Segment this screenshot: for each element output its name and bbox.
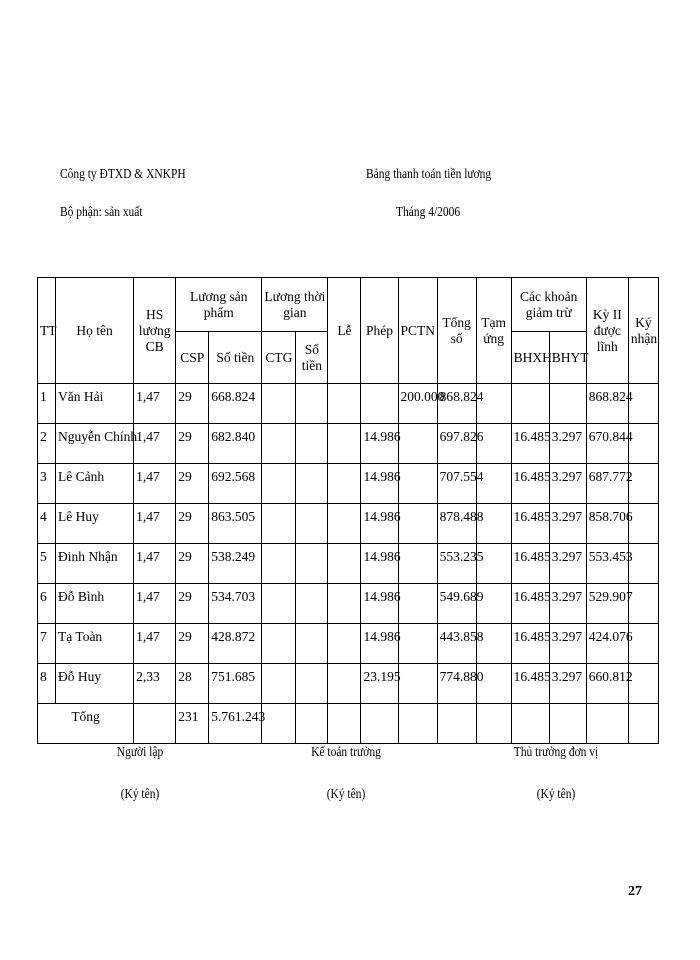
cell-total: 878.488 <box>437 504 476 544</box>
cell-ctg <box>262 664 296 704</box>
cell-amount: 534.703 <box>209 584 262 624</box>
total-empty-cell <box>328 704 361 744</box>
cell-leave: 14.986 <box>361 584 398 624</box>
page-number: 27 <box>628 884 642 899</box>
total-empty-cell <box>296 704 328 744</box>
cell-bhxh: 16.485 <box>511 424 549 464</box>
cell-holiday <box>328 664 361 704</box>
cell-ctg <box>262 624 296 664</box>
header-tt: TT <box>38 278 56 384</box>
table-row <box>38 624 659 664</box>
cell-name: Nguyễn Chính <box>56 424 134 464</box>
cell-bhxh <box>511 384 549 424</box>
cell-hs: 2,33 <box>134 664 176 704</box>
cell-amount: 692.568 <box>209 464 262 504</box>
total-empty-cell <box>361 704 398 744</box>
cell-name: Lê Huy <box>56 504 134 544</box>
cell-name: Văn Hải <box>56 384 134 424</box>
header-advance: Tạm ứng <box>476 278 511 384</box>
cell-time-amount <box>296 584 328 624</box>
cell-bhxh: 16.485 <box>511 584 549 624</box>
table-row <box>38 584 659 624</box>
cell-holiday <box>328 504 361 544</box>
cell-pctn <box>398 424 437 464</box>
company-name: Công ty ĐTXD & XNKPH <box>60 167 186 182</box>
header-signature: Ký nhận <box>628 278 658 384</box>
department: Bộ phận: sản xuất <box>60 205 143 220</box>
cell-hs: 1,47 <box>134 464 176 504</box>
cell-leave: 23.195 <box>361 664 398 704</box>
cell-amount: 538.249 <box>209 544 262 584</box>
cell-ctg <box>262 424 296 464</box>
cell-period2: 868.824 <box>586 384 628 424</box>
cell-total: 553.235 <box>437 544 476 584</box>
cell-amount: 751.685 <box>209 664 262 704</box>
cell-bhyt: 3.297 <box>549 464 586 504</box>
cell-name: Đỗ Huy <box>56 664 134 704</box>
cell-ctg <box>262 584 296 624</box>
cell-bhyt: 3.297 <box>549 584 586 624</box>
cell-time-amount <box>296 464 328 504</box>
cell-bhyt: 3.297 <box>549 504 586 544</box>
table-row <box>38 424 659 464</box>
cell-holiday <box>328 424 361 464</box>
preparer-label: Người lập <box>116 745 164 760</box>
cell-bhyt <box>549 384 586 424</box>
payroll-table <box>37 277 659 744</box>
cell-pctn <box>398 624 437 664</box>
table-row <box>38 384 659 424</box>
cell-bhxh: 16.485 <box>511 664 549 704</box>
payroll-body <box>38 384 659 744</box>
cell-pctn: 200.000 <box>398 384 437 424</box>
chief-accountant-label: Kế toán trưởng <box>311 745 381 760</box>
cell-tt: 6 <box>38 584 56 624</box>
cell-bhxh: 16.485 <box>511 504 549 544</box>
chief-accountant-sign-note: (Ký tên) <box>326 787 366 802</box>
cell-name: Đỗ Bình <box>56 584 134 624</box>
total-empty-cell <box>476 704 511 744</box>
cell-pctn <box>398 504 437 544</box>
cell-holiday <box>328 624 361 664</box>
cell-leave: 14.986 <box>361 544 398 584</box>
cell-period2: 553.453 <box>586 544 628 584</box>
cell-csp: 29 <box>176 624 209 664</box>
cell-name: Tạ Toàn <box>56 624 134 664</box>
cell-hs: 1,47 <box>134 584 176 624</box>
cell-name: Đinh Nhận <box>56 544 134 584</box>
table-row <box>38 664 659 704</box>
header-total: Tổng số <box>437 278 476 384</box>
table-row <box>38 464 659 504</box>
cell-leave <box>361 384 398 424</box>
cell-total: 707.554 <box>437 464 476 504</box>
cell-total: 774.880 <box>437 664 476 704</box>
header-hs: HS lương CB <box>134 278 176 384</box>
total-empty-cell <box>134 704 176 744</box>
cell-holiday <box>328 464 361 504</box>
header-bhxh: BHXH <box>511 332 549 384</box>
total-row <box>38 704 659 744</box>
cell-tt: 4 <box>38 504 56 544</box>
total-empty-cell <box>586 704 628 744</box>
cell-period2: 529.907 <box>586 584 628 624</box>
cell-time-amount <box>296 544 328 584</box>
header-deductions: Các khoản giảm trừ <box>511 278 586 332</box>
total-csp: 231 <box>176 704 209 744</box>
cell-time-amount <box>296 384 328 424</box>
cell-period2: 424.076 <box>586 624 628 664</box>
cell-bhyt: 3.297 <box>549 664 586 704</box>
cell-name: Lê Cảnh <box>56 464 134 504</box>
cell-time-amount <box>296 504 328 544</box>
total-empty-cell <box>628 704 658 744</box>
header-bhyt: BHYT <box>549 332 586 384</box>
cell-pctn <box>398 584 437 624</box>
cell-holiday <box>328 544 361 584</box>
cell-tt: 7 <box>38 624 56 664</box>
cell-time-amount <box>296 624 328 664</box>
cell-tt: 8 <box>38 664 56 704</box>
cell-ctg <box>262 384 296 424</box>
total-empty-cell <box>511 704 549 744</box>
total-amount: 5.761.243 <box>209 704 262 744</box>
head-sign-note: (Ký tên) <box>536 787 576 802</box>
cell-hs: 1,47 <box>134 424 176 464</box>
total-empty-cell <box>549 704 586 744</box>
total-empty-cell <box>437 704 476 744</box>
cell-bhyt: 3.297 <box>549 424 586 464</box>
header-leave: Phép <box>361 278 398 384</box>
cell-leave: 14.986 <box>361 504 398 544</box>
cell-period2: 670.844 <box>586 424 628 464</box>
preparer-sign-note: (Ký tên) <box>120 787 160 802</box>
cell-csp: 28 <box>176 664 209 704</box>
cell-ctg <box>262 544 296 584</box>
cell-csp: 29 <box>176 584 209 624</box>
table-row <box>38 544 659 584</box>
cell-pctn <box>398 464 437 504</box>
header-amount: Số tiền <box>209 332 262 384</box>
cell-period2: 858.706 <box>586 504 628 544</box>
cell-csp: 29 <box>176 504 209 544</box>
cell-time-amount <box>296 664 328 704</box>
cell-csp: 29 <box>176 424 209 464</box>
cell-amount: 668.824 <box>209 384 262 424</box>
header-holiday: Lễ <box>328 278 361 384</box>
total-label: Tổng <box>38 704 134 744</box>
cell-total: 443.858 <box>437 624 476 664</box>
cell-leave: 14.986 <box>361 424 398 464</box>
header-name: Họ tên <box>56 278 134 384</box>
document-title: Bảng thanh toán tiền lương <box>366 167 492 182</box>
cell-tt: 5 <box>38 544 56 584</box>
header-csp: CSP <box>176 332 209 384</box>
table-row <box>38 504 659 544</box>
cell-total: 697.826 <box>437 424 476 464</box>
cell-ctg <box>262 464 296 504</box>
cell-tt: 3 <box>38 464 56 504</box>
cell-amount: 863.505 <box>209 504 262 544</box>
cell-hs: 1,47 <box>134 384 176 424</box>
cell-amount: 428.872 <box>209 624 262 664</box>
cell-hs: 1,47 <box>134 544 176 584</box>
cell-leave: 14.986 <box>361 624 398 664</box>
cell-sign <box>628 464 658 504</box>
cell-leave: 14.986 <box>361 464 398 504</box>
cell-period2: 687.772 <box>586 464 628 504</box>
cell-pctn <box>398 544 437 584</box>
header-time-amount: Số tiền <box>296 332 328 384</box>
header-pctn: PCTN <box>398 278 437 384</box>
cell-sign <box>628 664 658 704</box>
cell-tt: 2 <box>38 424 56 464</box>
cell-bhxh: 16.485 <box>511 544 549 584</box>
total-empty-cell <box>398 704 437 744</box>
total-empty-cell <box>262 704 296 744</box>
head-label: Thủ trưởng đơn vị <box>513 745 599 760</box>
header-product-wage: Lương sản phẩm <box>176 278 262 332</box>
cell-bhyt: 3.297 <box>549 544 586 584</box>
header-period2: Kỳ II được lĩnh <box>586 278 628 384</box>
cell-total: 549.689 <box>437 584 476 624</box>
cell-total: 868.824 <box>437 384 476 424</box>
cell-tt: 1 <box>38 384 56 424</box>
cell-bhxh: 16.485 <box>511 464 549 504</box>
cell-hs: 1,47 <box>134 624 176 664</box>
header-time-wage: Lương thời gian <box>262 278 328 332</box>
cell-bhyt: 3.297 <box>549 624 586 664</box>
cell-time-amount <box>296 424 328 464</box>
cell-hs: 1,47 <box>134 504 176 544</box>
header-ctg: CTG <box>262 332 296 384</box>
cell-pctn <box>398 664 437 704</box>
cell-csp: 29 <box>176 544 209 584</box>
cell-csp: 29 <box>176 384 209 424</box>
cell-csp: 29 <box>176 464 209 504</box>
cell-period2: 660.812 <box>586 664 628 704</box>
cell-holiday <box>328 384 361 424</box>
cell-holiday <box>328 584 361 624</box>
cell-bhxh: 16.485 <box>511 624 549 664</box>
cell-ctg <box>262 504 296 544</box>
cell-amount: 682.840 <box>209 424 262 464</box>
document-month: Tháng 4/2006 <box>396 205 461 220</box>
